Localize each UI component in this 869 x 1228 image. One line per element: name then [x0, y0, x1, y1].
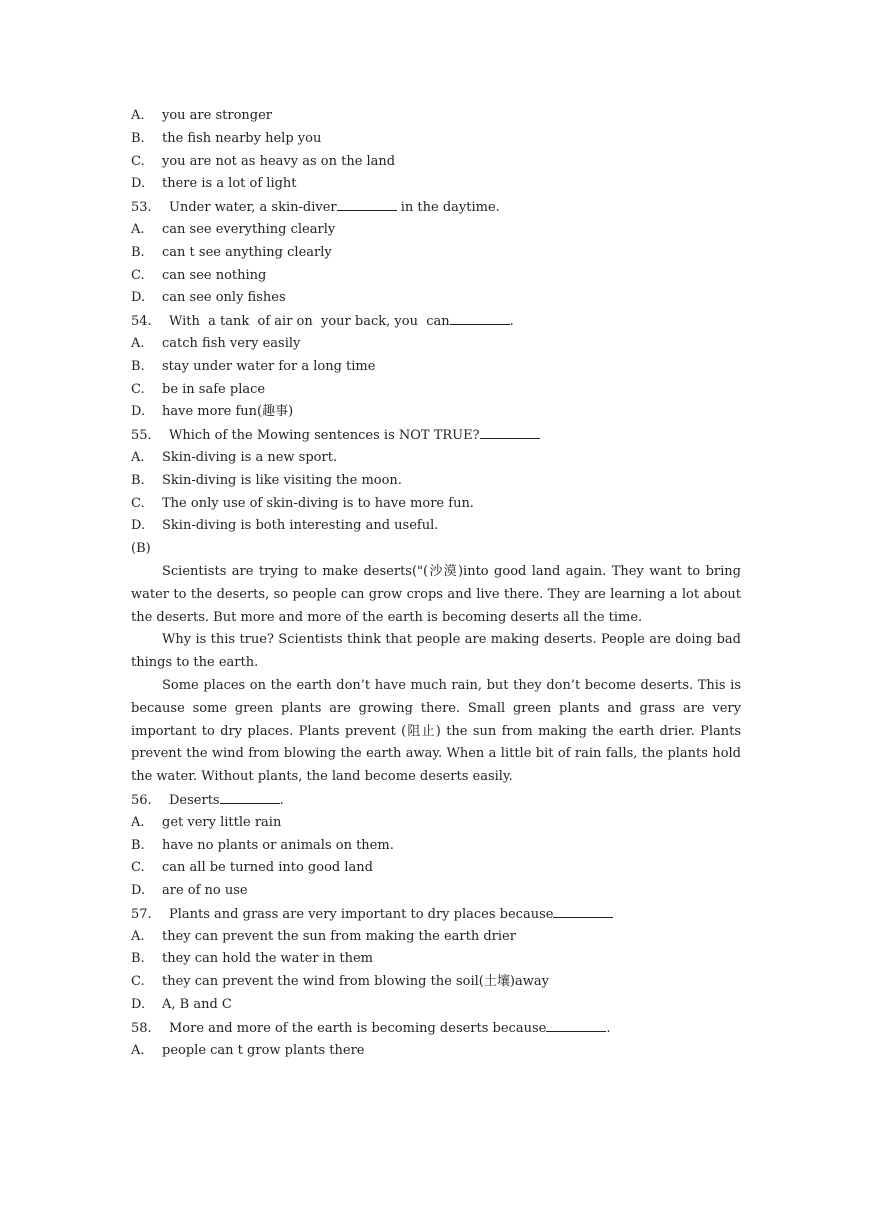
option-label: D. [131, 883, 146, 899]
option-text: Skin-diving is like visiting the moon. [162, 472, 402, 488]
answer-option [131, 971, 741, 994]
answer-blank[interactable] [450, 310, 510, 325]
answer-option [131, 470, 741, 493]
answer-option [131, 219, 741, 242]
option-label: B. [131, 244, 145, 260]
question-text-end: . [606, 1020, 611, 1036]
option-label: D. [131, 997, 146, 1013]
option-text: they can prevent the sun from making the earth drier [162, 928, 516, 944]
option-text: can see only fishes [162, 290, 286, 306]
answer-option [131, 333, 741, 356]
answer-option [131, 493, 741, 516]
answer-option [131, 356, 741, 379]
question-text: More and more of the earth is becoming deserts because [169, 1020, 547, 1036]
option-text: you are stronger [162, 108, 273, 123]
answer-blank[interactable] [553, 903, 613, 918]
answer-blank[interactable] [480, 424, 540, 439]
option-label: A. [131, 928, 145, 944]
option-text: are of no use [162, 883, 248, 899]
option-text: can all be turned into good land [162, 860, 373, 876]
question [131, 789, 741, 812]
option-label: C. [131, 267, 145, 283]
answer-option [131, 447, 741, 470]
option-label: C. [131, 381, 145, 397]
option-text: stay under water for a long time [162, 358, 376, 374]
answer-option [131, 128, 741, 151]
question-text: With a tank of air on your back, you can [169, 314, 450, 330]
option-text: they can prevent the wind from blowing the soil(土壤)away [162, 974, 549, 990]
option-label: B. [131, 130, 145, 146]
answer-blank[interactable] [546, 1017, 606, 1032]
answer-option [131, 994, 741, 1017]
option-text: the fish nearby help you [162, 130, 322, 146]
option-text: Skin-diving is a new sport. [162, 449, 338, 465]
option-text: you are not as heavy as on the land [162, 153, 396, 169]
option-label: A. [131, 814, 145, 830]
option-label: B. [131, 837, 145, 853]
option-label: B. [131, 472, 145, 488]
section-label: (B) [131, 541, 151, 557]
option-text: have no plants or animals on them. [162, 837, 394, 853]
answer-option [131, 401, 741, 424]
question [131, 310, 741, 333]
option-text: can t see anything clearly [162, 244, 332, 260]
option-label: D. [131, 290, 146, 306]
option-text: they can hold the water in them [162, 951, 373, 967]
answer-blank[interactable] [220, 789, 280, 804]
answer-blank[interactable] [337, 196, 397, 211]
option-label: C. [131, 153, 145, 169]
option-text: there is a lot of light [162, 176, 297, 192]
option-label: C. [131, 495, 145, 511]
option-label: A. [131, 108, 145, 123]
question-number: 57. [131, 906, 152, 922]
option-text: get very little rain [162, 814, 282, 830]
answer-option [131, 105, 741, 128]
question [131, 424, 741, 447]
answer-option [131, 265, 741, 288]
question-text-end: . [279, 792, 284, 808]
answer-option [131, 1040, 741, 1063]
option-text: A, B and C [162, 997, 232, 1013]
option-label: D. [131, 176, 146, 192]
passage-paragraph: Scientists are trying to make deserts("(沙漠)into good land again. They want to bring water to the deserts, so people can grow crops and live there. They are learning a lot about the deserts. But more and more of the earth is becoming deserts all the time. [131, 563, 741, 625]
option-text: The only use of skin-diving is to have more fun. [162, 495, 474, 511]
question [131, 1017, 741, 1040]
question-text-end: in the daytime. [396, 200, 500, 216]
option-text: can see nothing [162, 267, 267, 283]
option-text: have more fun(趣事) [162, 404, 294, 420]
answer-option [131, 835, 741, 858]
question-text: Deserts [169, 792, 220, 808]
option-label: D. [131, 518, 146, 534]
question-text: Under water, a skin-diver [169, 200, 337, 216]
answer-option [131, 948, 741, 971]
answer-option [131, 515, 741, 538]
question [131, 196, 741, 219]
answer-option [131, 857, 741, 880]
question-number: 58. [131, 1020, 152, 1036]
question-text: Which of the Mowing sentences is NOT TRUE? [169, 428, 480, 444]
answer-option [131, 242, 741, 265]
option-label: A. [131, 1042, 145, 1058]
option-text: Skin-diving is both interesting and useful. [162, 518, 439, 534]
option-label: A. [131, 449, 145, 465]
answer-option [131, 926, 741, 949]
question-number: 54. [131, 314, 152, 330]
option-text: can see everything clearly [162, 221, 336, 237]
answer-option [131, 880, 741, 903]
answer-option [131, 812, 741, 835]
option-label: C. [131, 860, 145, 876]
answer-option [131, 379, 741, 402]
option-text: be in safe place [162, 381, 266, 397]
option-label: D. [131, 404, 146, 420]
answer-option [131, 151, 741, 174]
option-label: A. [131, 335, 145, 351]
passage-paragraph: Why is this true? Scientists think that people are making deserts. People are doing bad things to the earth. [131, 632, 741, 671]
passage-paragraph: Some places on the earth don’t have much rain, but they don’t become deserts. This is because some green plants are growing there. Small green plants and grass are very important to dry places. Plants prevent (阻止) the sun from making the earth drier. Plants prevent the wind from blowing the earth away. When a little bit of rain falls, the plants hold the water. Without plants, the land become deserts easily. [131, 677, 741, 785]
document-body [131, 105, 741, 1062]
question-number: 56. [131, 792, 152, 808]
answer-option [131, 287, 741, 310]
answer-option [131, 173, 741, 196]
option-label: A. [131, 221, 145, 237]
option-text: people can t grow plants there [162, 1042, 365, 1058]
question-text-end: . [509, 314, 514, 330]
option-label: B. [131, 358, 145, 374]
question-text: Plants and grass are very important to dry places because [169, 906, 554, 922]
question-number: 55. [131, 428, 152, 444]
option-label: B. [131, 951, 145, 967]
question-number: 53. [131, 200, 152, 216]
option-text: catch fish very easily [162, 335, 301, 351]
option-label: C. [131, 974, 145, 990]
question [131, 903, 741, 926]
